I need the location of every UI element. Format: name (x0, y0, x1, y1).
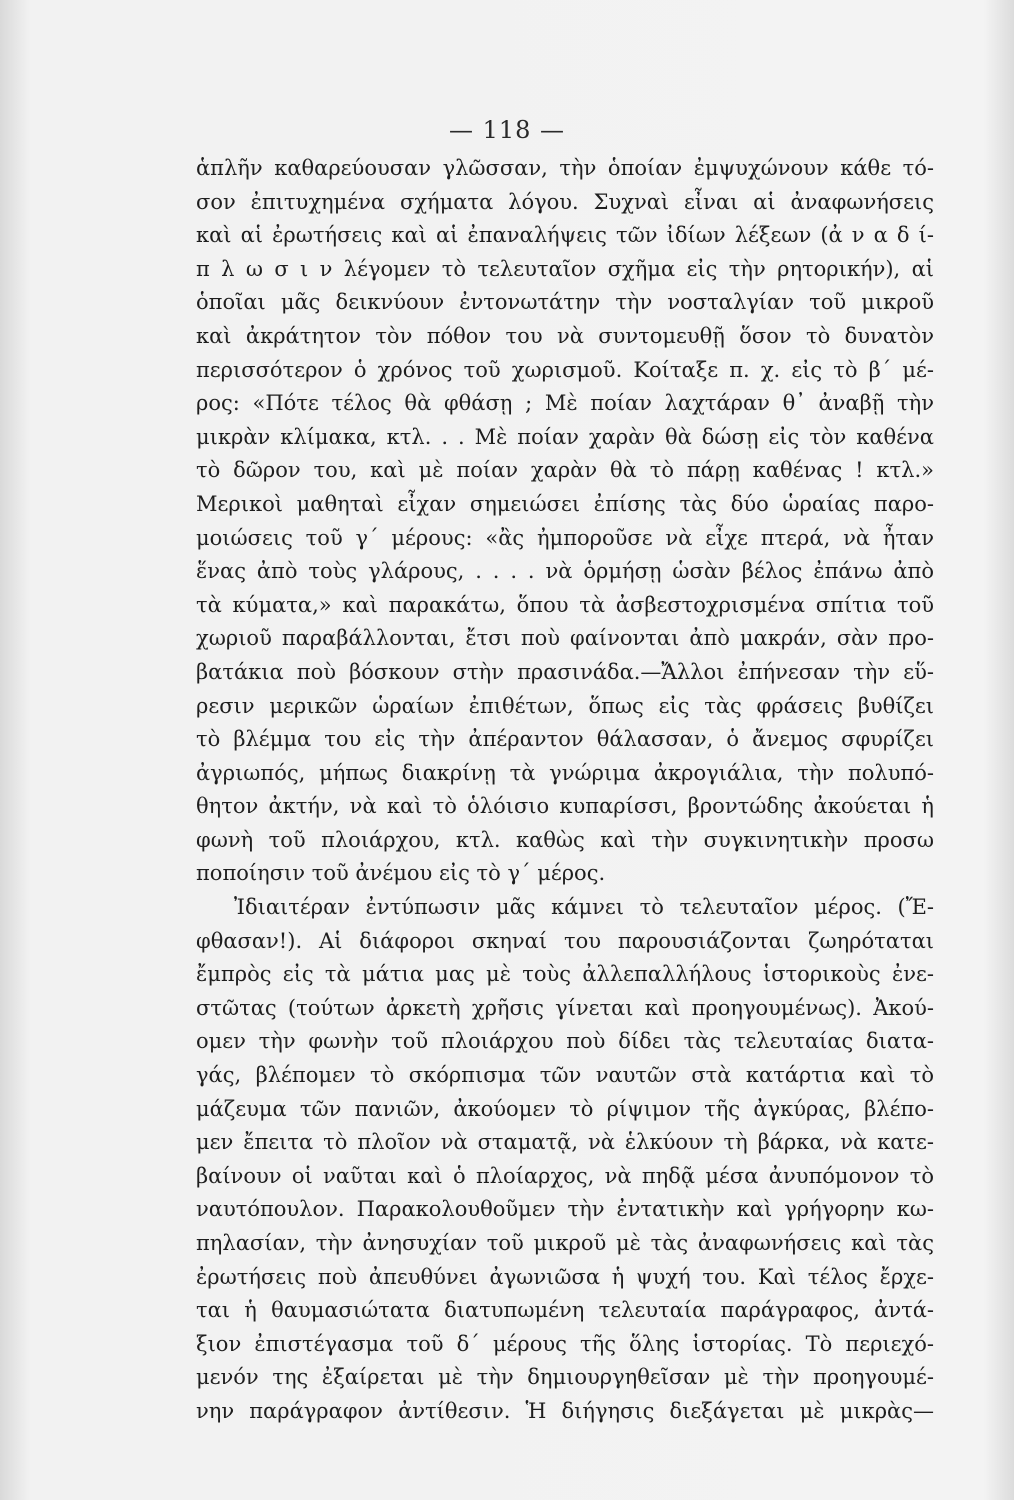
text-line: περισσότερον ὁ χρόνος τοῦ χωρισμοῦ. Κοίταξε π. χ. εἰς τὸ β΄ μέ- (196, 357, 934, 382)
text-line: βαίνουν οἱ ναῦται καὶ ὁ πλοίαρχος, νὰ πηδᾷ μέσα ἀνυπόμονον τὸ (196, 1163, 934, 1188)
text-line: μεν ἔπειτα τὸ πλοῖον νὰ σταματᾷ, νὰ ἑλκύουν τὴ βάρκα, νὰ κατε- (196, 1130, 934, 1155)
text-line: μικρὰν κλίμακα, κτλ. . . Μὲ ποίαν χαρὰν θὰ δώσῃ εἰς τὸν καθένα (196, 424, 934, 449)
text-line: ποποίησιν τοῦ ἀνέμου εἰς τὸ γ΄ μέρος. (196, 861, 606, 886)
text-line: πηλασίαν, τὴν ἀνησυχίαν τοῦ μικροῦ μὲ τὰς ἀναφωνήσεις καὶ τὰς (196, 1231, 934, 1255)
text-line: ἀγριωπός, μήπως διακρίνῃ τὰ γνώριμα ἀκρογιάλια, τὴν πολυπό- (196, 760, 934, 785)
text-line: καὶ αἱ ἐρωτήσεις καὶ αἱ ἐπαναλήψεις τῶν ἰδίων λέξεων (ἀ ν α δ ί- (196, 223, 934, 248)
text-line: φωνὴ τοῦ πλοιάρχου, κτλ. καθὼς καὶ τὴν συγκινητικὴν προσω (196, 827, 934, 852)
text-line: ὁποῖαι μᾶς δεικνύουν ἐντονωτάτην τὴν νοσταλγίαν τοῦ μικροῦ (196, 290, 934, 315)
text-line: ἁπλῆν καθαρεύουσαν γλῶσσαν, τὴν ὁποίαν ἐμψυχώνουν κάθε τό- (196, 156, 934, 180)
text-line: μάζευμα τῶν πανιῶν, ἀκούομεν τὸ ρίψιμον τῆς ἀγκύρας, βλέπο- (196, 1096, 934, 1121)
text-line: ἐρωτήσεις ποὺ ἀπευθύνει ἀγωνιῶσα ἡ ψυχή του. Καὶ τέλος ἔρχε- (196, 1264, 934, 1289)
text-line: χωριοῦ παραβάλλονται, ἔτσι ποὺ φαίνονται ἀπὸ μακράν, σὰν προ- (196, 626, 934, 651)
text-line: Ἰδιαιτέραν ἐντύπωσιν μᾶς κάμνει τὸ τελευταῖον μέρος. (Ἔ- (234, 895, 934, 920)
text-line: καὶ ἀκράτητον τὸν πόθον του νὰ συντομευθῇ ὅσον τὸ δυνατὸν (196, 323, 934, 348)
page-number: — 118 — (448, 116, 566, 144)
text-line: τὸ βλέμμα του εἰς τὴν ἀπέραντον θάλασσαν, ὁ ἄνεμος σφυρίζει (196, 727, 934, 752)
text-line: στῶτας (τούτων ἀρκετὴ χρῆσις γίνεται καὶ προηγουμένως). Ἀκού- (196, 995, 934, 1020)
text-line: π λ ω σ ι ν λέγομεν τὸ τελευταῖον σχῆμα εἰς τὴν ρητορικήν), αἱ (196, 256, 934, 281)
text-line: μοιώσεις τοῦ γ΄ μέρους: «ἂς ἠμποροῦσε νὰ εἶχε πτερά, νὰ ἦταν (196, 525, 934, 550)
text-line: ξιον ἐπιστέγασμα τοῦ δ΄ μέρους τῆς ὅλης ἱστορίας. Τὸ περιεχό- (196, 1331, 934, 1356)
text-line: ἕνας ἀπὸ τοὺς γλάρους, . . . . νὰ ὁρμήσῃ ὡσὰν βέλος ἐπάνω ἀπὸ (196, 559, 934, 584)
text-line: τὸ δῶρον του, καὶ μὲ ποίαν χαρὰν θὰ τὸ πάρῃ καθένας ! κτλ.» (196, 458, 934, 483)
text-line: ρεσιν μερικῶν ὡραίων ἐπιθέτων, ὅπως εἰς τὰς φράσεις βυθίζει (196, 693, 934, 718)
text-line: ρος: «Πότε τέλος θὰ φθάσῃ ; Μὲ ποίαν λαχτάραν θ᾽ ἀναβῇ τὴν (196, 391, 934, 416)
text-line: σον ἐπιτυχημένα σχήματα λόγου. Συχναὶ εἶναι αἱ ἀναφωνήσεις (196, 189, 934, 214)
text-line: μενόν της ἐξαίρεται μὲ τὴν δημιουργηθεῖσαν μὲ τὴν προηγουμέ- (196, 1365, 934, 1390)
text-line: νην παράγραφον ἀντίθεσιν. Ἡ διήγησις διεξάγεται μὲ μικρὰς— (196, 1398, 934, 1423)
text-line: ναυτόπουλον. Παρακολουθοῦμεν τὴν ἐντατικὴν καὶ γρήγορην κω- (196, 1197, 934, 1222)
text-line: θητον ἀκτήν, νὰ καὶ τὸ ὁλόισιο κυπαρίσσι, βροντώδης ἀκούεται ἡ (196, 794, 934, 819)
text-line: βατάκια ποὺ βόσκουν στὴν πρασινάδα.—Ἄλλοι ἐπήνεσαν τὴν εὕ- (196, 659, 934, 684)
text-line: ἔμπρὸς εἰς τὰ μάτια μας μὲ τοὺς ἀλλεπαλλήλους ἱστορικοὺς ἐνε- (196, 962, 934, 987)
text-line: Μερικοὶ μαθηταὶ εἶχαν σημειώσει ἐπίσης τὰς δύο ὡραίας παρο- (196, 491, 934, 516)
text-line: φθασαν!). Αἱ διάφοροι σκηναί του παρουσιάζονται ζωηρόταται (196, 928, 934, 953)
text-line: ται ἡ θαυμασιώτατα διατυπωμένη τελευταία παράγραφος, ἀντά- (196, 1298, 934, 1323)
text-line: τὰ κύματα,» καὶ παρακάτω, ὅπου τὰ ἀσβεστοχρισμένα σπίτια τοῦ (196, 592, 934, 617)
body-text (196, 152, 934, 1429)
text-line: γάς, βλέπομεν τὸ σκόρπισμα τῶν ναυτῶν στὰ κατάρτια καὶ τὸ (196, 1063, 934, 1088)
text-line: ομεν τὴν φωνὴν τοῦ πλοιάρχου ποὺ δίδει τὰς τελευταίας διατα- (196, 1029, 934, 1054)
